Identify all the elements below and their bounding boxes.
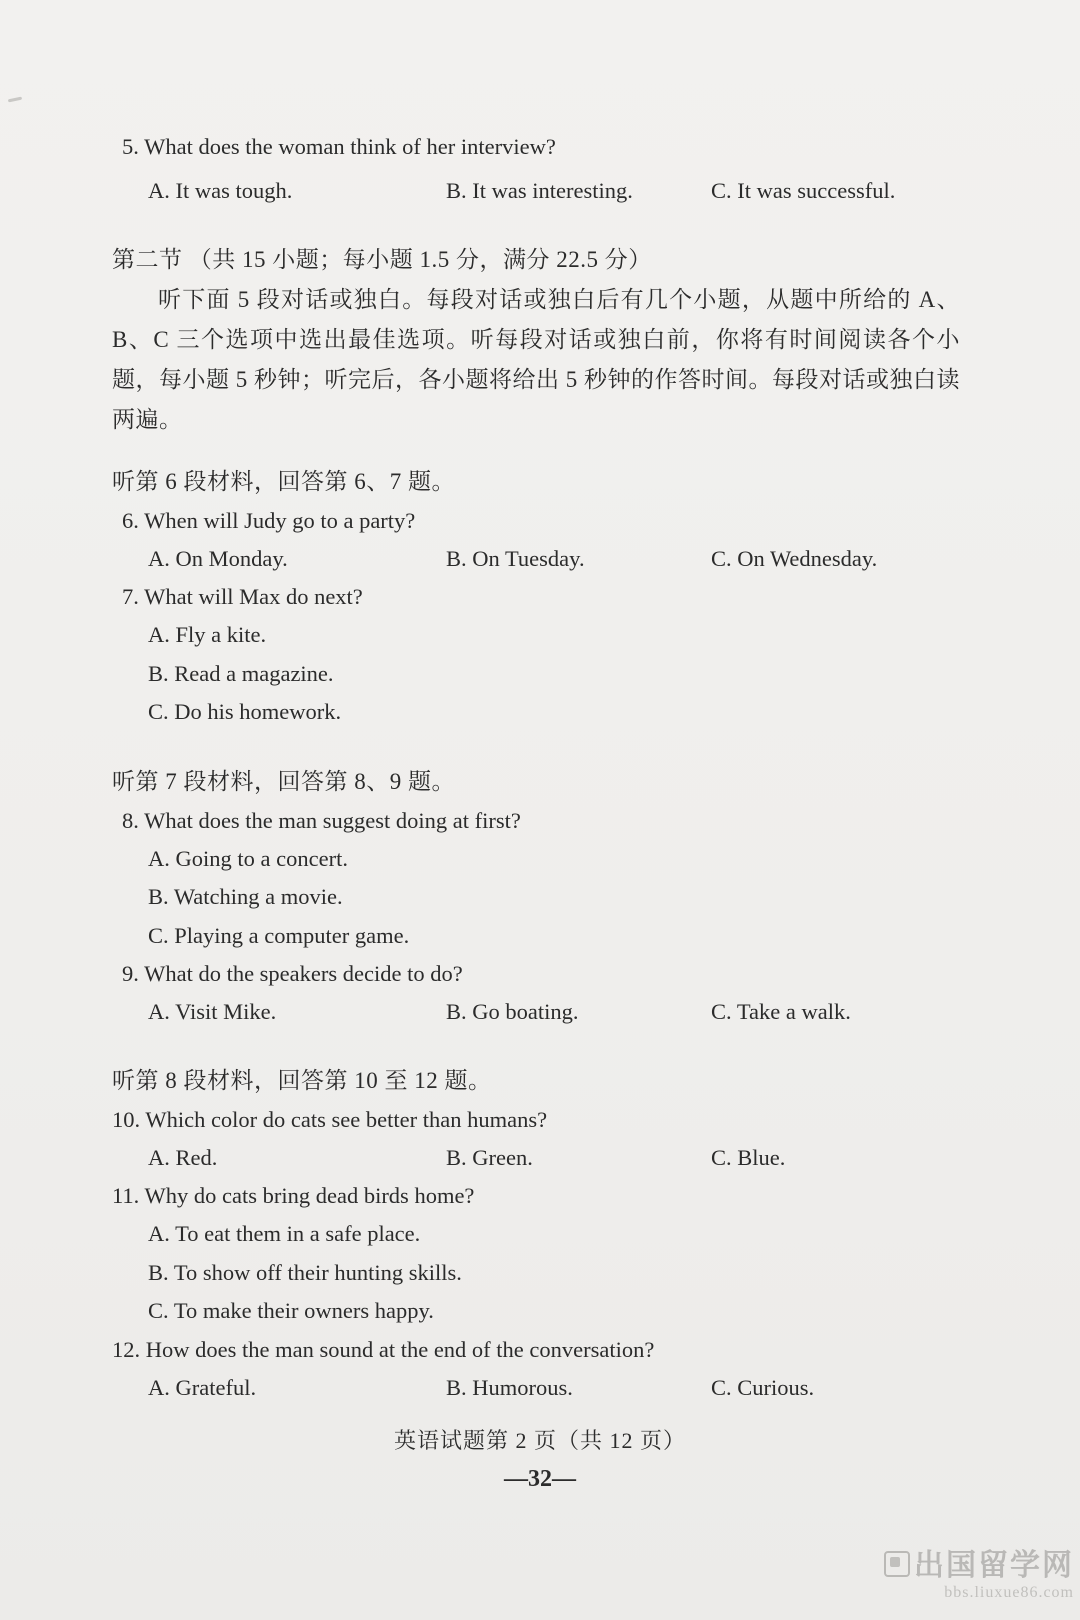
- page-footer: 英语试题第 2 页（共 12 页）: [393, 1427, 686, 1453]
- page-number: —32—: [504, 1465, 576, 1492]
- question-6-text: 6. When will Judy go to a party?: [122, 508, 416, 533]
- question-11-option-c: C. To make their owners happy.: [148, 1298, 434, 1323]
- question-12-options: [148, 1369, 1080, 1407]
- question-7-option-b: B. Read a magazine.: [148, 660, 334, 686]
- question-8-option-a: A. Going to a concert.: [148, 845, 348, 871]
- question-11-text: 11. Why do cats bring dead birds home?: [112, 1183, 475, 1208]
- question-8-options: [148, 840, 1080, 956]
- question-8-option-c: C. Playing a computer game.: [148, 922, 410, 948]
- question-10-option-a: A. Red.: [148, 1145, 218, 1170]
- question-11-option-a: A. To eat them in a safe place.: [148, 1221, 421, 1246]
- question-6-option-b: B. On Tuesday.: [446, 546, 585, 571]
- watermark-url: bbs.liuxue86.com: [944, 1584, 1074, 1601]
- question-5-option-a: A. It was tough.: [148, 178, 293, 203]
- question-9-options: [148, 993, 1080, 1031]
- question-9-text: 9. What do the speakers decide to do?: [122, 961, 463, 986]
- question-11-options: [148, 1215, 1080, 1331]
- section-2-instructions: 听下面 5 段对话或独白。每段对话或独白后有几个小题，从题中所给的 A、B、C 三个选项中选出最佳选项。听每段对话或独白前，你将有时间阅读各个小题，每小题 5 秒钟；听完后，各小题将给出 5 秒钟的作答时间。每段对话或独白读两遍。: [112, 287, 960, 432]
- question-5-text: 5. What does the woman think of her interview?: [122, 134, 556, 159]
- question-6-options: [148, 540, 1080, 578]
- question-5-options: [148, 172, 1080, 210]
- question-10-options: [148, 1139, 1080, 1177]
- material-6-note: 听第 6 段材料，回答第 6、7 题。: [112, 469, 455, 494]
- question-10-option-b: B. Green.: [446, 1145, 533, 1170]
- material-8-note: 听第 8 段材料，回答第 10 至 12 题。: [112, 1068, 492, 1093]
- watermark-logo-icon: [884, 1551, 910, 1577]
- question-12-option-b: B. Humorous.: [446, 1374, 573, 1400]
- material-7-note: 听第 7 段材料，回答第 8、9 题。: [112, 768, 455, 794]
- question-5-option-b: B. It was interesting.: [446, 178, 633, 203]
- question-9-option-c: C. Take a walk.: [711, 999, 851, 1024]
- question-10-option-c: C. Blue.: [711, 1145, 786, 1170]
- question-7-option-c: C. Do his homework.: [148, 699, 342, 724]
- question-6-option-c: C. On Wednesday.: [711, 546, 878, 571]
- question-9-option-b: B. Go boating.: [446, 999, 579, 1024]
- question-11-option-b: B. To show off their hunting skills.: [148, 1259, 462, 1285]
- watermark-site-name: 出国留学网: [914, 1549, 1074, 1582]
- watermark: [884, 1540, 1074, 1602]
- question-12-text: 12. How does the man sound at the end of the conversation?: [112, 1336, 655, 1362]
- question-7-options: [148, 616, 1080, 732]
- watermark-logo-row: [884, 1540, 1074, 1584]
- question-9-option-a: A. Visit Mike.: [148, 999, 277, 1024]
- question-5-option-c: C. It was successful.: [711, 178, 896, 203]
- question-10-text: 10. Which color do cats see better than humans?: [112, 1107, 548, 1132]
- question-12-option-a: A. Grateful.: [148, 1374, 257, 1400]
- question-8-option-b: B. Watching a movie.: [148, 884, 343, 909]
- question-8-text: 8. What does the man suggest doing at first?: [122, 807, 521, 833]
- question-12-option-c: C. Curious.: [711, 1374, 815, 1400]
- section-2-title: 第二节 （共 15 小题；每小题 1.5 分，满分 22.5 分）: [112, 247, 652, 272]
- question-6-option-a: A. On Monday.: [148, 546, 288, 571]
- question-7-text: 7. What will Max do next?: [122, 584, 363, 609]
- question-7-option-a: A. Fly a kite.: [148, 622, 267, 647]
